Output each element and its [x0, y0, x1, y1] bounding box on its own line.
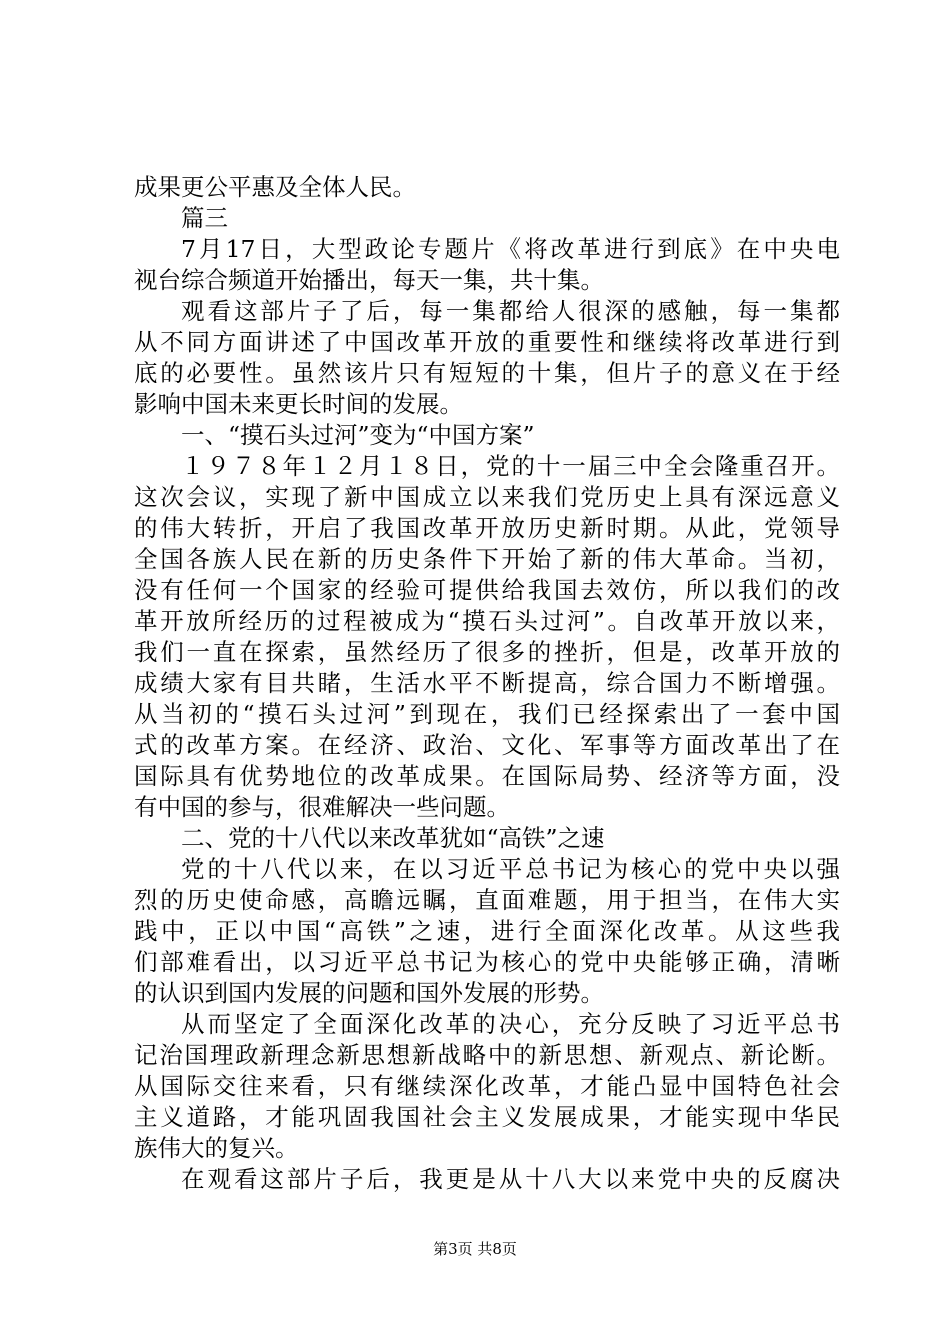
section-heading: 篇三: [181, 204, 228, 232]
text-line: 在观看这部片子后，我更是从十八大以来党中央的反腐决: [181, 1165, 840, 1193]
text-line: 从而坚定了全面深化改革的决心，充分反映了习近平总书: [181, 1010, 840, 1038]
page-number-footer: 第3页 共8页: [433, 1240, 517, 1258]
document-body: [134, 172, 840, 1195]
text-line: 革开放所经历的过程被成为“摸石头过河”。自改革开放以来，: [134, 607, 840, 635]
text-line: 这次会议，实现了新中国成立以来我们党历史上具有深远意义: [134, 483, 840, 511]
text-line: 们部难看出，以习近平总书记为核心的党中央能够正确，清晰: [134, 948, 840, 976]
text-line: 的认识到国内发展的问题和国外发展的形势。: [134, 979, 604, 1007]
text-line: 主义道路，才能巩固我国社会主义发展成果，才能实现中华民: [134, 1103, 840, 1131]
text-line: 从国际交往来看，只有继续深化改革，才能凸显中国特色社会: [134, 1072, 840, 1100]
text-line: 记治国理政新理念新思想新战略中的新思想、新观点、新论断。: [134, 1041, 840, 1069]
text-line: 的伟大转折，开启了我国改革开放历史新时期。从此，党领导: [134, 514, 840, 542]
text-line: 视台综合频道开始播出，每天一集，共十集。: [134, 266, 604, 294]
text-line: 烈的历史使命感，高瞻远瞩，直面难题，用于担当，在伟大实: [134, 886, 840, 914]
text-line: 有中国的参与，很难解决一些问题。: [134, 793, 510, 821]
text-line: 式的改革方案。在经济、政治、文化、军事等方面改革出了在: [134, 731, 840, 759]
text-line: 7月17日，大型政论专题片《将改革进行到底》在中央电: [181, 235, 840, 263]
text-line: 成果更公平惠及全体人民。: [134, 173, 416, 201]
text-line: 践中，正以中国“高铁”之速，进行全面深化改革。从这些我: [134, 917, 840, 945]
text-line: 影响中国未来更长时间的发展。: [134, 390, 463, 418]
text-line: 没有任何一个国家的经验可提供给我国去效仿，所以我们的改: [134, 576, 840, 604]
subheading: 二、党的十八代以来改革犹如“高铁”之速: [181, 824, 605, 852]
text-line: 从当初的“摸石头过河”到现在，我们已经探索出了一套中国: [134, 700, 840, 728]
text-line: １９７８年１２月１８日，党的十一届三中全会隆重召开。: [181, 452, 840, 480]
text-line: 观看这部片子了后，每一集都给人很深的感触，每一集都: [181, 297, 840, 325]
subheading: 一、“摸石头过河”变为“中国方案”: [181, 421, 535, 449]
text-line: 成绩大家有目共睹，生活水平不断提高，综合国力不断增强。: [134, 669, 840, 697]
text-line: 族伟大的复兴。: [134, 1134, 299, 1162]
text-line: 我们一直在探索，虽然经历了很多的挫折，但是，改革开放的: [134, 638, 840, 666]
text-line: 从不同方面讲述了中国改革开放的重要性和继续将改革进行到: [134, 328, 840, 356]
text-line: 全国各族人民在新的历史条件下开始了新的伟大革命。当初，: [134, 545, 840, 573]
text-line: 党的十八代以来，在以习近平总书记为核心的党中央以强: [181, 855, 840, 883]
text-line: 国际具有优势地位的改革成果。在国际局势、经济等方面，没: [134, 762, 840, 790]
text-line: 底的必要性。虽然该片只有短短的十集，但片子的意义在于经: [134, 359, 840, 387]
